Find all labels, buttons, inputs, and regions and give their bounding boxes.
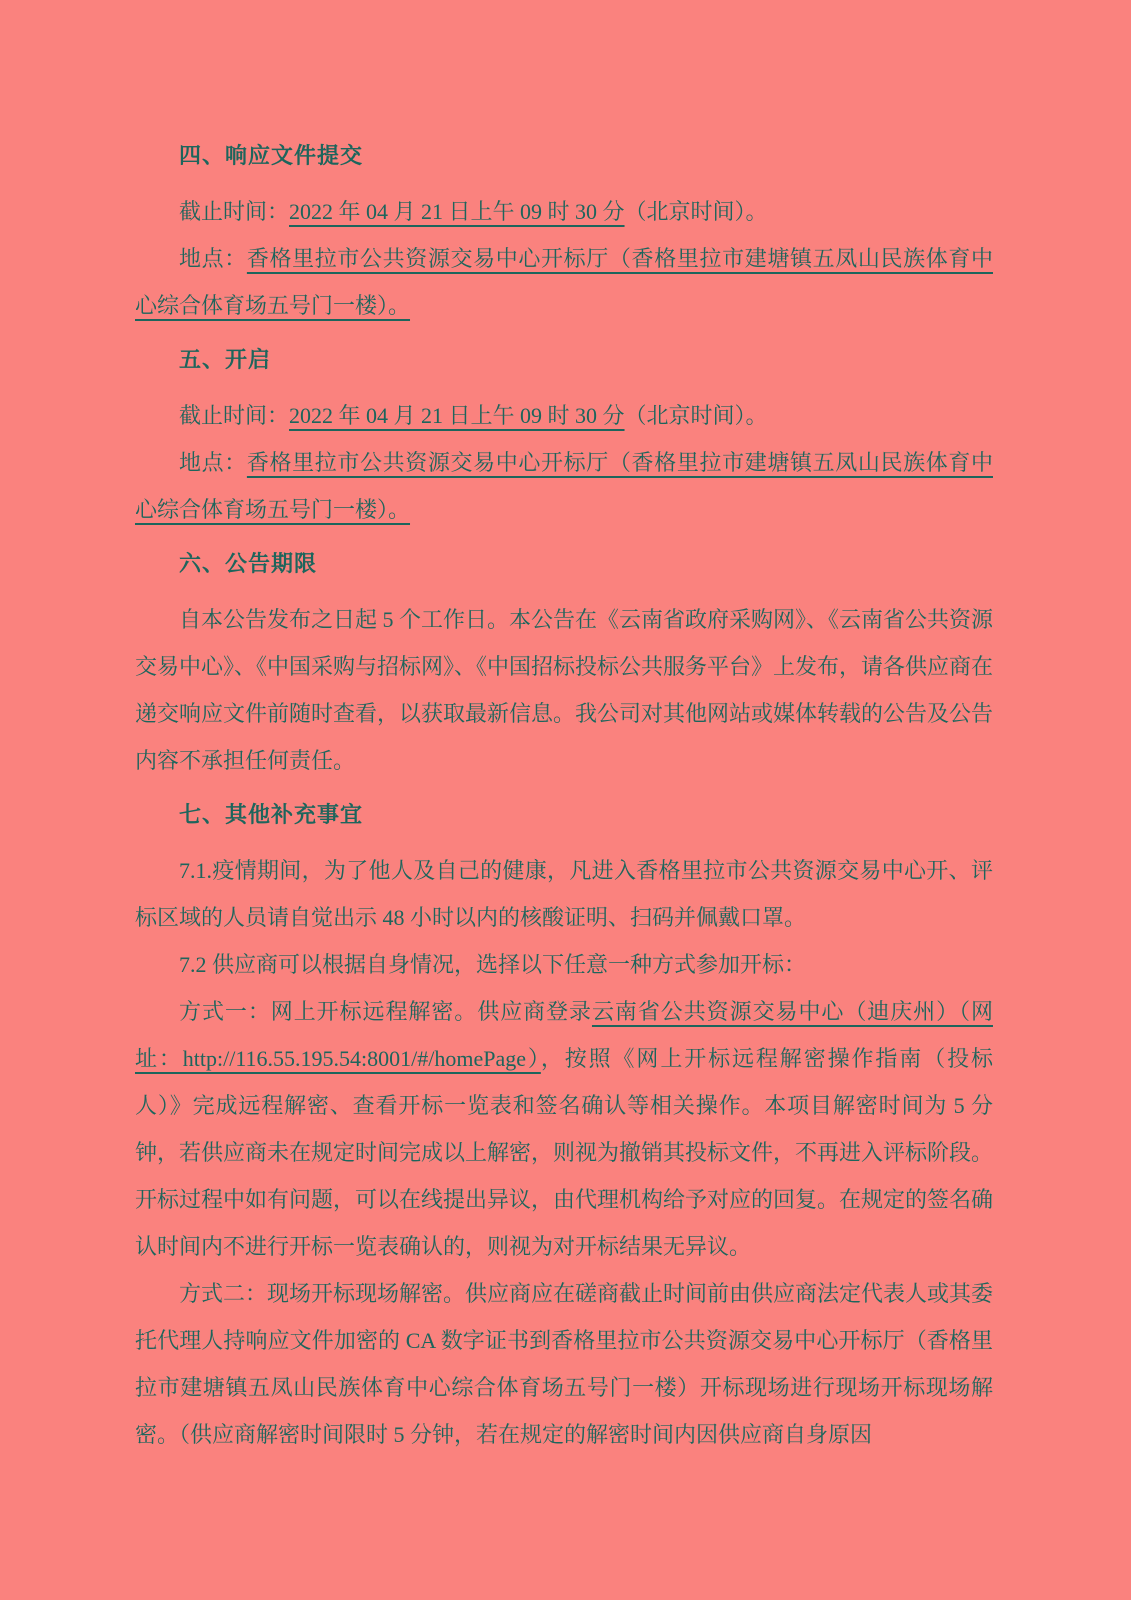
section-6-heading: 六、公告期限	[179, 552, 318, 577]
deadline-value: 2022 年 04 月 21 日上午 09 时 30 分	[289, 403, 625, 428]
method-intro-text: 7.2 供应商可以根据自身情况，选择以下任意一种方式参加开标：	[179, 952, 807, 977]
method-1-lead: 方式一：网上开标远程解密。供应商登录	[179, 999, 592, 1024]
deadline-value: 2022 年 04 月 21 日上午 09 时 30 分	[289, 199, 625, 224]
section-4-heading: 四、响应文件提交	[179, 144, 364, 169]
venue-value: 香格里拉市公共资源交易中心开标厅（香格里拉市建塘镇五凤山民族体育中心综合体育场五号门一楼）。	[135, 450, 993, 522]
deadline-label: 截止时间：	[179, 403, 290, 428]
announcement-period-paragraph	[135, 596, 993, 784]
item-7-2	[135, 941, 993, 988]
deadline-label: 截止时间：	[179, 199, 290, 224]
method-1-paragraph	[135, 988, 993, 1270]
method-1-body: ，按照《网上开标远程解密操作指南（投标人）》完成远程解密、查看开标一览表和签名确认等相关操作。本项目解密时间为 5 分钟，若供应商未在规定时间完成以上解密，则视为撤销其投标文件，不再进入评标阶段。开标过程中如有问题，可以在线提出异议，由代理机构给予对应的回复。在规定的签名确认时间内不进行开标一览表确认的，则视为对开标结果无异议。	[135, 1046, 994, 1259]
section-7-heading: 七、其他补充事宜	[179, 803, 364, 828]
venue-label: 地点：	[179, 246, 247, 271]
venue-value: 香格里拉市公共资源交易中心开标厅（香格里拉市建塘镇五凤山民族体育中心综合体育场五号门一楼）。	[135, 246, 993, 318]
timezone-note: （北京时间）。	[624, 199, 768, 224]
item-7-1	[135, 847, 993, 941]
platform-link[interactable]: 云南省公共资源交易中心（迪庆州）（网址：http://116.55.195.54:8001/#/homePage）	[135, 999, 993, 1071]
opening-venue-line	[135, 439, 993, 533]
submission-venue-line	[135, 235, 993, 329]
submission-deadline-line	[135, 188, 993, 235]
method-2-body: 方式二：现场开标现场解密。供应商应在磋商截止时间前由供应商法定代表人或其委托代理人持响应文件加密的 CA 数字证书到香格里拉市公共资源交易中心开标厅（香格里拉市建塘镇五凤山民族体育中心综合体育场五号门一楼）开标现场进行现场开标现场解密。（供应商解密时间限时 5 分钟，若在规定的解密时间内因供应商自身原因	[135, 1281, 994, 1447]
opening-deadline-line	[135, 392, 993, 439]
venue-label: 地点：	[179, 450, 247, 475]
section-5-heading: 五、开启	[179, 348, 272, 373]
timezone-note: （北京时间）。	[624, 403, 768, 428]
announcement-period-text: 自本公告发布之日起 5 个工作日。本公告在《云南省政府采购网》、《云南省公共资源交易中心》、《中国采购与招标网》、《中国招标投标公共服务平台》上发布，请各供应商在递交响应文件前随时查看，以获取最新信息。我公司对其他网站或媒体转载的公告及公告内容不承担任何责任。	[135, 607, 994, 773]
covid-notice-text: 7.1.疫情期间，为了他人及自己的健康，凡进入香格里拉市公共资源交易中心开、评标区域的人员请自觉出示 48 小时以内的核酸证明、扫码并佩戴口罩。	[135, 858, 993, 930]
method-2-paragraph	[135, 1270, 993, 1458]
